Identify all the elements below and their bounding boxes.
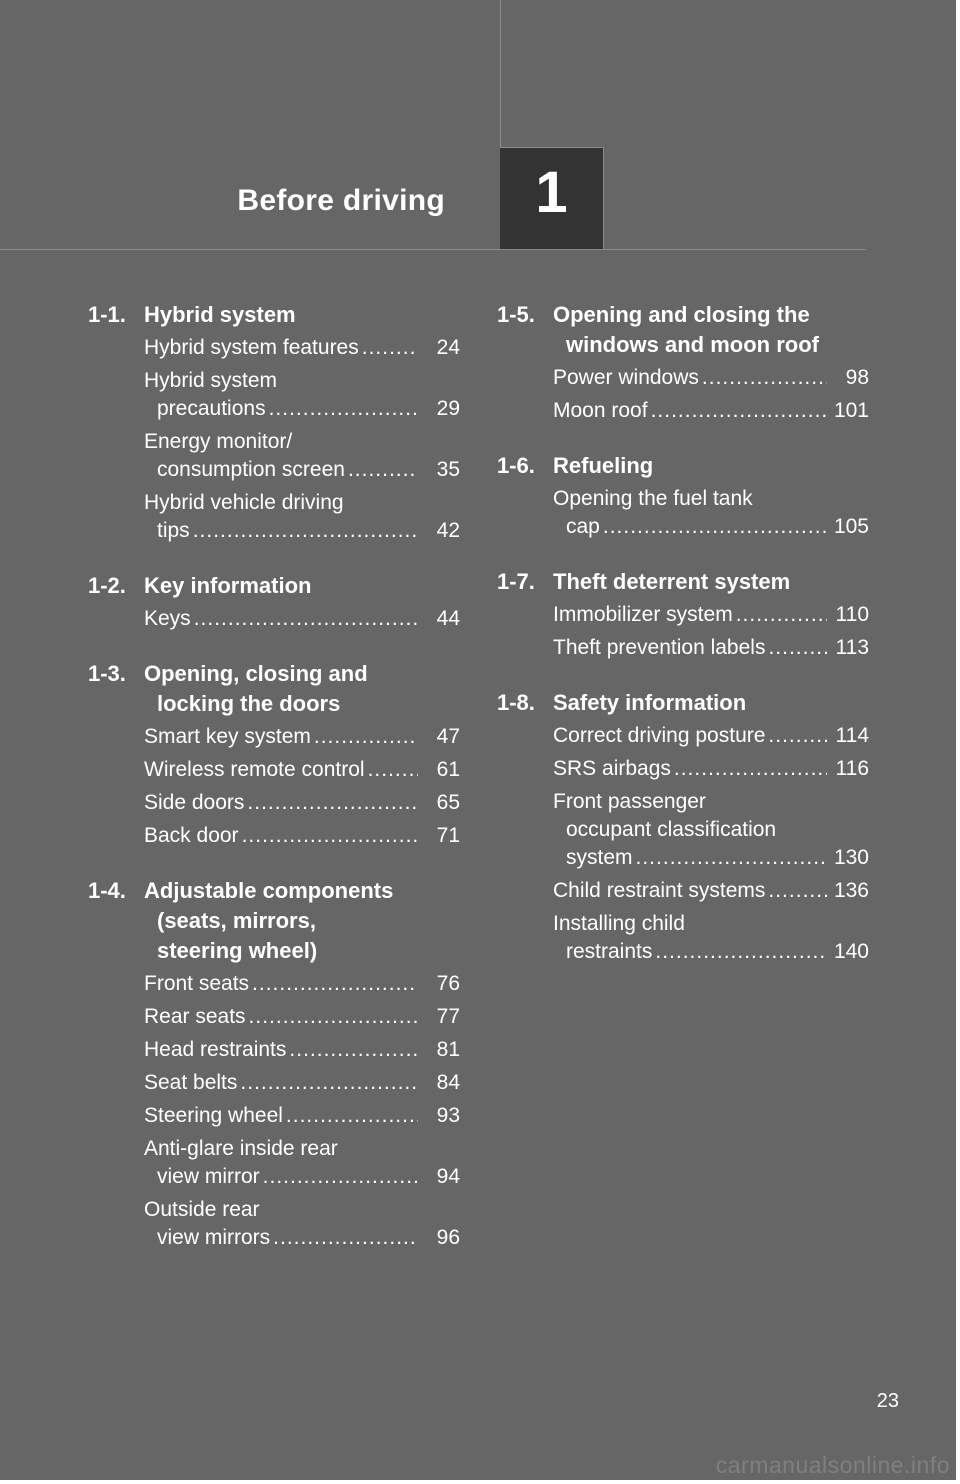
toc-entry-line <box>144 1102 418 1130</box>
page-edge-bottom <box>0 1480 960 1484</box>
toc-entry-line: Installing child <box>553 912 685 935</box>
toc-column-right <box>497 300 869 992</box>
leader-dots <box>237 1069 418 1097</box>
toc-section <box>497 688 869 966</box>
section-title-line: Opening, closing and <box>144 661 368 686</box>
toc-entry-page: 116 <box>835 757 869 780</box>
toc-entry-text <box>144 822 418 850</box>
toc-entry-line <box>553 364 827 392</box>
toc-entry-line: Opening the fuel tank <box>553 487 753 510</box>
section-heading <box>497 688 869 718</box>
toc-entry-page: 140 <box>833 940 869 963</box>
toc-entry-label: Rear seats <box>144 1005 246 1028</box>
section-number: 1-7. <box>497 569 535 594</box>
toc-entry-line <box>144 517 418 545</box>
toc-section <box>88 876 460 1252</box>
section-title-line: windows and moon roof <box>566 332 819 357</box>
toc-entry-text <box>553 788 827 872</box>
toc-entry-label: consumption screen <box>157 458 345 481</box>
section-title <box>144 659 460 719</box>
section-title-line: Key information <box>144 573 312 598</box>
toc-entry[interactable] <box>88 1036 460 1064</box>
toc-entry-label: Correct driving posture <box>553 724 766 747</box>
toc-entry-page: 65 <box>436 791 460 814</box>
leader-dots <box>765 634 827 662</box>
toc-entry-label: view mirrors <box>157 1226 271 1249</box>
section-heading <box>88 659 460 719</box>
leader-dots <box>283 1102 418 1130</box>
toc-entry[interactable] <box>497 364 869 392</box>
toc-entry-line <box>144 970 418 998</box>
toc-entry-label: tips <box>157 519 190 542</box>
toc-entry-line <box>144 605 418 633</box>
toc-entry-line: Hybrid vehicle driving <box>144 491 344 514</box>
toc-entry-text <box>144 428 418 484</box>
toc-entry-line <box>144 395 418 423</box>
toc-entry-page: 77 <box>436 1005 460 1028</box>
toc-entry[interactable] <box>88 1135 460 1191</box>
section-title-line: Theft deterrent system <box>553 569 791 594</box>
toc-section <box>88 659 460 850</box>
page-edge-right <box>956 0 960 1484</box>
toc-entry-text <box>553 722 827 750</box>
section-title-line: Safety information <box>553 690 747 715</box>
leader-dots <box>733 601 827 629</box>
leader-dots <box>652 938 827 966</box>
toc-entry-line <box>144 822 418 850</box>
section-heading <box>497 300 869 360</box>
toc-entry-text <box>553 364 827 392</box>
toc-entry[interactable] <box>88 605 460 633</box>
toc-entry-line <box>144 1224 418 1252</box>
toc-entry-label: system <box>566 846 633 869</box>
toc-entry-text <box>144 1036 418 1064</box>
section-title <box>144 571 460 601</box>
section-title <box>553 688 869 718</box>
toc-entry-label: cap <box>566 515 600 538</box>
toc-column-left <box>88 300 460 1278</box>
leader-dots <box>359 334 418 362</box>
toc-entry-text <box>144 489 418 545</box>
toc-entry-line <box>144 1003 418 1031</box>
toc-entry-line: occupant classification <box>566 818 777 841</box>
toc-entry-text <box>144 1003 418 1031</box>
section-heading <box>497 567 869 597</box>
toc-entry-page: 35 <box>436 458 460 481</box>
section-title <box>144 300 460 330</box>
leader-dots <box>260 1163 418 1191</box>
section-title <box>553 300 869 360</box>
section-title-line: Refueling <box>553 453 654 478</box>
toc-entry-text <box>553 877 827 905</box>
toc-entry[interactable] <box>497 722 869 750</box>
toc-entry[interactable] <box>88 1069 460 1097</box>
toc-entry-label: Immobilizer system <box>553 603 733 626</box>
toc-entry-line: Front passenger <box>553 790 706 813</box>
toc-entry[interactable] <box>497 601 869 629</box>
toc-entry-label: view mirror <box>157 1165 260 1188</box>
toc-entry[interactable] <box>497 397 869 425</box>
section-title-line: (seats, mirrors, <box>157 908 316 933</box>
toc-entry-label: Smart key system <box>144 725 311 748</box>
toc-entry-label: precautions <box>157 397 266 420</box>
toc-entry[interactable] <box>88 789 460 817</box>
toc-entry[interactable] <box>88 489 460 545</box>
toc-entry[interactable] <box>88 723 460 751</box>
toc-entry-label: SRS airbags <box>553 757 671 780</box>
toc-entry-page: 44 <box>436 607 460 630</box>
section-title-line: steering wheel) <box>157 938 318 963</box>
toc-section <box>497 451 869 541</box>
section-heading <box>497 451 869 481</box>
page-number: 23 <box>876 1390 899 1412</box>
chapter-number-tab <box>500 147 604 249</box>
toc-entry-line <box>553 513 827 541</box>
leader-dots <box>365 756 418 784</box>
section-title <box>553 567 869 597</box>
toc-entry-text <box>144 723 418 751</box>
leader-dots <box>600 513 827 541</box>
toc-entry-text <box>144 1135 418 1191</box>
toc-entry-line <box>553 938 827 966</box>
toc-entry-page: 81 <box>436 1038 460 1061</box>
toc-entry-line <box>553 877 827 905</box>
section-number: 1-8. <box>497 690 535 715</box>
toc-entry-label: Seat belts <box>144 1071 238 1094</box>
leader-dots <box>311 723 418 751</box>
toc-entry-label: Head restraints <box>144 1038 287 1061</box>
toc-entry-label: Wireless remote control <box>144 758 365 781</box>
toc-section <box>497 300 869 425</box>
toc-entry[interactable] <box>497 788 869 872</box>
toc-entry-text <box>553 755 827 783</box>
toc-entry-page: 94 <box>436 1165 460 1188</box>
leader-dots <box>633 844 827 872</box>
toc-entry-line: Anti-glare inside rear <box>144 1137 338 1160</box>
toc-entry-label: restraints <box>566 940 653 963</box>
toc-entry-line: Energy monitor/ <box>144 430 293 453</box>
toc-entry-text <box>144 1196 418 1252</box>
toc-entry-label: Child restraint systems <box>553 879 766 902</box>
toc-entry-label: Power windows <box>553 366 699 389</box>
leader-dots <box>286 1036 418 1064</box>
toc-entry-page: 24 <box>436 336 460 359</box>
toc-entry-page: 47 <box>436 725 460 748</box>
toc-entry-page: 96 <box>436 1226 460 1249</box>
chapter-number: 1 <box>535 160 568 225</box>
toc-entry[interactable] <box>497 877 869 905</box>
toc-entry-line <box>144 723 418 751</box>
toc-entry-label: Theft prevention labels <box>553 636 766 659</box>
toc-section <box>88 571 460 633</box>
leader-dots <box>671 755 827 783</box>
leader-dots <box>345 456 418 484</box>
toc-entry-label: Front seats <box>144 972 250 995</box>
toc-entry-page: 101 <box>833 399 869 422</box>
toc-entry-text <box>144 334 418 362</box>
toc-entry-line: Hybrid system <box>144 369 278 392</box>
leader-dots <box>648 397 827 425</box>
toc-entry-page: 76 <box>436 972 460 995</box>
toc-entry-page: 42 <box>436 519 460 542</box>
toc-entry[interactable] <box>88 1102 460 1130</box>
toc-entry-text <box>144 756 418 784</box>
toc-entry-line <box>144 334 418 362</box>
toc-entry-page: 110 <box>835 603 869 626</box>
section-number: 1-2. <box>88 573 126 598</box>
toc-entry-text <box>553 601 827 629</box>
toc-entry-text <box>144 1069 418 1097</box>
section-title-line: Opening and closing the <box>553 302 810 327</box>
section-title-line: locking the doors <box>157 691 341 716</box>
toc-entry-page: 71 <box>436 824 460 847</box>
toc-entry-line <box>553 601 827 629</box>
section-number: 1-4. <box>88 878 126 903</box>
toc-entry-label: Moon roof <box>553 399 648 422</box>
chapter-title: Before driving <box>237 184 445 217</box>
toc-entry-page: 93 <box>436 1104 460 1127</box>
toc-entry-page: 61 <box>436 758 460 781</box>
toc-entry[interactable] <box>88 428 460 484</box>
leader-dots <box>699 364 827 392</box>
section-heading <box>88 300 460 330</box>
toc-entry[interactable] <box>88 367 460 423</box>
toc-entry-page: 130 <box>833 846 869 869</box>
toc-entry[interactable] <box>497 755 869 783</box>
toc-entry-text <box>144 970 418 998</box>
section-title <box>553 451 869 481</box>
toc-entry-text <box>144 605 418 633</box>
toc-entry-text <box>144 789 418 817</box>
section-number: 1-1. <box>88 302 126 327</box>
toc-entry-line <box>144 1069 418 1097</box>
toc-entry[interactable] <box>497 485 869 541</box>
toc-entry-page: 105 <box>833 515 869 538</box>
leader-dots <box>765 877 827 905</box>
toc-section <box>497 567 869 662</box>
toc-entry-label: Back door <box>144 824 239 847</box>
toc-entry-line <box>553 755 827 783</box>
leader-dots <box>190 517 418 545</box>
toc-entry-line <box>144 1036 418 1064</box>
section-heading <box>88 876 460 966</box>
section-title-line: Hybrid system <box>144 302 296 327</box>
leader-dots <box>249 970 418 998</box>
toc-entry[interactable] <box>88 1196 460 1252</box>
toc-entry-line <box>553 844 827 872</box>
toc-entry-label: Keys <box>144 607 191 630</box>
toc-entry-page: 98 <box>845 366 869 389</box>
toc-entry-page: 114 <box>835 724 869 747</box>
toc-entry[interactable] <box>88 970 460 998</box>
leader-dots <box>266 395 418 423</box>
leader-dots <box>191 605 418 633</box>
watermark: carmanualsonline.info <box>715 1452 950 1478</box>
section-number: 1-5. <box>497 302 535 327</box>
section-title <box>144 876 460 966</box>
toc-entry-line <box>553 634 827 662</box>
leader-dots <box>270 1224 418 1252</box>
toc-entry-label: Side doors <box>144 791 245 814</box>
leader-dots <box>239 822 418 850</box>
toc-entry-line <box>144 756 418 784</box>
toc-entry-page: 113 <box>835 636 869 659</box>
toc-entry[interactable] <box>497 910 869 966</box>
toc-entry[interactable] <box>88 756 460 784</box>
toc-entry-label: Steering wheel <box>144 1104 283 1127</box>
toc-entry-page: 136 <box>833 879 869 902</box>
toc-entry-page: 29 <box>436 397 460 420</box>
section-number: 1-6. <box>497 453 535 478</box>
toc-entry-label: Hybrid system features <box>144 336 359 359</box>
toc-entry-text <box>144 1102 418 1130</box>
toc-entry-text <box>144 367 418 423</box>
toc-entry[interactable] <box>88 1003 460 1031</box>
toc-entry-line <box>553 397 827 425</box>
section-title-line: Adjustable components <box>144 878 394 903</box>
toc-entry-text <box>553 485 827 541</box>
toc-entry-line <box>553 722 827 750</box>
header-horizontal-rule <box>0 249 866 250</box>
toc-entry-text <box>553 397 827 425</box>
toc-entry-page: 84 <box>436 1071 460 1094</box>
section-number: 1-3. <box>88 661 126 686</box>
toc-entry-text <box>553 634 827 662</box>
leader-dots <box>244 789 418 817</box>
toc-entry-line <box>144 456 418 484</box>
toc-entry[interactable] <box>88 334 460 362</box>
leader-dots <box>765 722 827 750</box>
leader-dots <box>246 1003 418 1031</box>
toc-entry-text <box>553 910 827 966</box>
toc-entry-line <box>144 789 418 817</box>
toc-entry[interactable] <box>88 822 460 850</box>
toc-entry-line <box>144 1163 418 1191</box>
toc-entry[interactable] <box>497 634 869 662</box>
toc-section <box>88 300 460 545</box>
toc-entry-line: Outside rear <box>144 1198 260 1221</box>
section-heading <box>88 571 460 601</box>
